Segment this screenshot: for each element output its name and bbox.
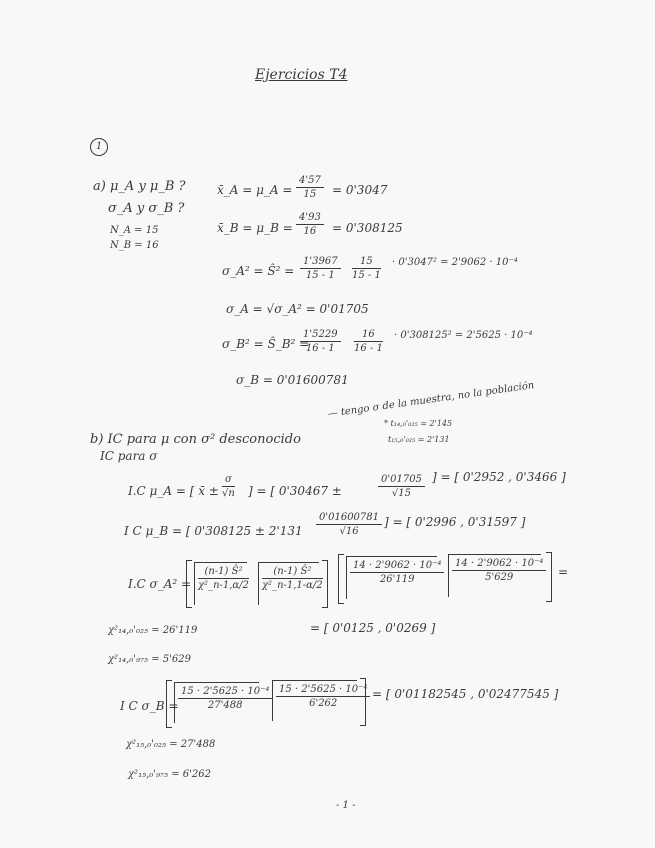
page-title: Ejercicios T4 (255, 67, 348, 83)
var-a-den: 15 - 1 (305, 270, 335, 281)
exercise-number: 1 (90, 138, 108, 156)
mean-a-frac (296, 175, 324, 200)
ic-var-a-close-bracket2 (546, 552, 552, 602)
t-value-15: t₁₅,₀'₀₂₅ = 2'131 (388, 435, 450, 444)
chi-value-1: χ²₁₄,₀'₀₂₅ = 26'119 (108, 625, 198, 636)
page-number: - 1 - (336, 800, 356, 811)
ic-var-a-frac4 (452, 558, 546, 583)
var-b-den2: 16 - 1 (354, 343, 383, 354)
ic-var-a-close-bracket (322, 560, 328, 608)
ic-mean-b-lhs: I C μ_B = [ 0'308125 ± 2'131 (124, 524, 303, 538)
ic-var-a-frac2 (262, 566, 323, 591)
var-a-frac2 (352, 256, 381, 281)
var-a-num: 1'3967 (300, 256, 341, 269)
part-a-label: a) (93, 179, 106, 194)
var-b-result: · 0'308125² = 2'5625 · 10⁻⁴ (394, 330, 533, 341)
mean-b-lhs: x̄_B = μ_B = (217, 221, 293, 235)
ic-var-a-n2: (n-1) Ŝ² (262, 566, 323, 579)
ic-mean-b-frac (316, 512, 382, 537)
ic-var-a-equals: = (558, 565, 569, 579)
part-a-question-sd: σ_A y σ_B ? (108, 201, 185, 216)
ic-mean-a-mid: ] = [ 0'30467 ± (248, 484, 342, 498)
part-b-heading: b) IC para μ con σ² desconocido (90, 432, 301, 447)
var-a-frac1 (300, 256, 341, 281)
ic-var-a-n3: 14 · 2'9062 · 10⁻⁴ (350, 560, 444, 573)
ic-sd-b-frac2 (276, 684, 370, 709)
ic-var-a-n4: 14 · 2'9062 · 10⁻⁴ (452, 558, 546, 571)
ic-var-a-frac1 (198, 566, 249, 591)
var-a-num2: 15 (352, 256, 381, 269)
ic-mean-a-num: 0'01705 (378, 474, 425, 487)
sd-b: σ_B = 0'01600781 (236, 373, 349, 387)
ic-mean-a-result: ] = [ 0'2952 , 0'3466 ] (432, 470, 566, 484)
ic-mean-a-frac2 (378, 474, 425, 499)
ic-var-a-d1: χ²_n-1,α/2 (198, 580, 249, 591)
ic-sd-b-d2: 6'262 (309, 698, 338, 709)
ic-sd-b-close-bracket (360, 678, 366, 726)
ic-mean-a-frac-den: √n (222, 488, 235, 499)
ic-sd-b-frac1 (178, 686, 272, 711)
var-a-lhs: σ_A² = Ŝ² = (222, 264, 295, 278)
var-b-frac2 (354, 329, 383, 354)
ic-var-a-open-bracket (186, 560, 192, 608)
mean-b-num: 4'93 (296, 212, 324, 225)
ic-mean-a-frac-num: σ (222, 474, 235, 487)
mean-a-lhs: x̄_A = μ_A = (217, 183, 293, 197)
mean-b-den: 16 (303, 226, 317, 237)
ic-sd-b-n2: 15 · 2'5625 · 10⁻⁴ (276, 684, 370, 697)
ic-var-a-d3: 26'119 (379, 574, 415, 585)
ic-sd-b-d1: 27'488 (207, 700, 243, 711)
ic-mean-a-den: √15 (391, 488, 412, 499)
mean-b-frac (296, 212, 324, 237)
ic-var-a-d4: 5'629 (485, 572, 514, 583)
var-b-num2: 16 (354, 329, 383, 342)
mean-a-result: = 0'3047 (332, 183, 388, 197)
part-a-q1 (93, 180, 186, 193)
sd-a: σ_A = √σ_A² = 0'01705 (226, 302, 369, 316)
ic-sd-b-result: = [ 0'01182545 , 0'02477545 ] (372, 687, 559, 701)
part-b-note: — tengo σ de la muestra, no la población (327, 380, 535, 420)
ic-var-a-n1: (n-1) Ŝ² (198, 566, 249, 579)
var-a-result: · 0'3047² = 2'9062 · 10⁻⁴ (392, 257, 518, 268)
var-b-num: 1'5229 (300, 329, 341, 342)
ic-var-a-open-bracket2 (338, 554, 344, 604)
var-b-lhs: σ_B² = Ŝ_B² = (222, 337, 310, 351)
mean-a-den: 15 (303, 189, 317, 200)
ic-mean-b-result: ] = [ 0'2996 , 0'31597 ] (384, 515, 526, 529)
ic-sd-b-lhs: I C σ_B = (120, 699, 179, 713)
ic-sd-b-open-bracket (166, 680, 172, 728)
chi-value-3: χ²₁₅,₀'₀₂₅ = 27'488 (126, 739, 216, 750)
ic-var-a-d2: χ²_n-1,1-α/2 (262, 580, 323, 591)
ic-mean-b-den: √16 (339, 526, 359, 537)
ic-var-a-frac3 (350, 560, 444, 585)
var-a-den2: 15 - 1 (352, 270, 381, 281)
ic-var-a-lhs: I.C σ_A² = (128, 577, 192, 591)
part-a-question-means: μ_A y μ_B ? (109, 179, 186, 194)
sample-size-b: N_B = 16 (110, 240, 159, 251)
sample-size-a: N_A = 15 (110, 225, 159, 236)
t-value-14: * t₁₄,₀'₀₂₅ = 2'145 (384, 419, 453, 428)
ic-mean-b-num: 0'01600781 (316, 512, 382, 525)
part-b-subheading: IC para σ (100, 449, 158, 463)
chi-value-2: χ²₁₄,₀'₉₇₅ = 5'629 (108, 654, 191, 665)
ic-var-a-result: = [ 0'0125 , 0'0269 ] (310, 621, 436, 635)
chi-value-4: χ²₁₅,₀'₉₇₅ = 6'262 (128, 769, 211, 780)
mean-b-result: = 0'308125 (332, 221, 403, 235)
mean-a-num: 4'57 (296, 175, 324, 188)
ic-mean-a-frac (222, 474, 235, 499)
ic-sd-b-n1: 15 · 2'5625 · 10⁻⁴ (178, 686, 272, 699)
var-b-frac1 (300, 329, 341, 354)
var-b-den: 16 - 1 (305, 343, 335, 354)
ic-mean-a-lhs: I.C μ_A = [ x̄ ± (128, 484, 219, 498)
